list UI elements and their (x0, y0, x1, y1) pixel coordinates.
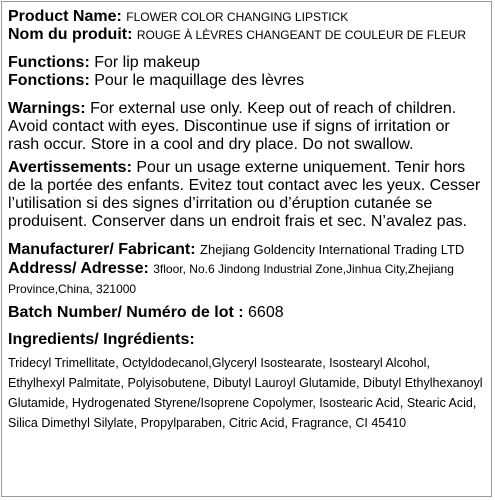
address-row (8, 259, 485, 299)
product-name-en-row (8, 8, 485, 26)
functions-fr-label: Fonctions: (8, 71, 90, 89)
functions-fr-value: Pour le maquillage des lèvres (94, 71, 305, 89)
address-value: 3floor, No.6 Jindong Industrial Zone,Jinhua City,Zhejiang Province,China, 321000 (8, 261, 454, 296)
batch-value: 6608 (248, 303, 284, 321)
functions-en-label: Functions: (8, 53, 90, 71)
warnings-en (8, 100, 485, 154)
product-name-fr-value: ROUGE À LÈVRES CHANGEANT DE COULEUR DE FLEUR (136, 27, 467, 42)
warnings-fr-label: Avertissements: (8, 158, 132, 176)
manufacturer-label: Manufacturer/ Fabricant: (8, 240, 196, 258)
functions-fr-row (8, 72, 485, 90)
ingredients-text: Tridecyl Trimellitate, Octyldodecanol,Glyceryl Isostearate, Isostearyl Alcohol, Ethylhexyl Palmitate, Polyisobutene, Dibutyl Lauroyl Glutamide, Dibutyl Ethylhexanoyl Glutamide, Hydrogenated Styrene/Isoprene Copolymer, Isostearic Acid, Stearic Acid, Silica Dimethyl Silylate, Propylparaben, Citric Acid, Fragrance, CI 45410 (8, 356, 483, 431)
warnings-en-label: Warnings: (8, 99, 86, 117)
functions-en-value: For lip makeup (94, 53, 201, 71)
product-name-en-value: FLOWER COLOR CHANGING LIPSTICK (126, 10, 349, 24)
warnings-en-text: For external use only. Keep out of reach of children. Avoid contact with eyes. Discontinue use if signs of irritation or rash occur. Store in a cool and dry place. Do not swallow. (8, 99, 457, 153)
product-label (1, 1, 492, 497)
address-label: Address/ Adresse: (8, 259, 149, 277)
warnings-fr (8, 159, 485, 231)
batch-row (8, 304, 485, 322)
manufacturer-row (8, 241, 485, 259)
manufacturer-value: Zhejiang Goldencity International Trading LTD (200, 241, 465, 257)
batch-label: Batch Number/ Numéro de lot : (8, 303, 244, 321)
product-name-fr-label: Nom du produit: (8, 25, 133, 43)
ingredients-label: Ingredients/ Ingrédients: (8, 331, 195, 349)
product-name-en-label: Product Name: (8, 8, 122, 25)
functions-en-row (8, 54, 485, 72)
warnings-fr-text: Pour un usage externe uniquement. Tenir hors de la portée des enfants. Evitez tout contact avec les yeux. Cesser l’utilisation si des signes d’irritation ou d’éruption cutanée se produisent. Conserver dans un endroit frais et sec. N’avalez pas. (8, 158, 481, 230)
product-name-fr-row (8, 26, 485, 44)
